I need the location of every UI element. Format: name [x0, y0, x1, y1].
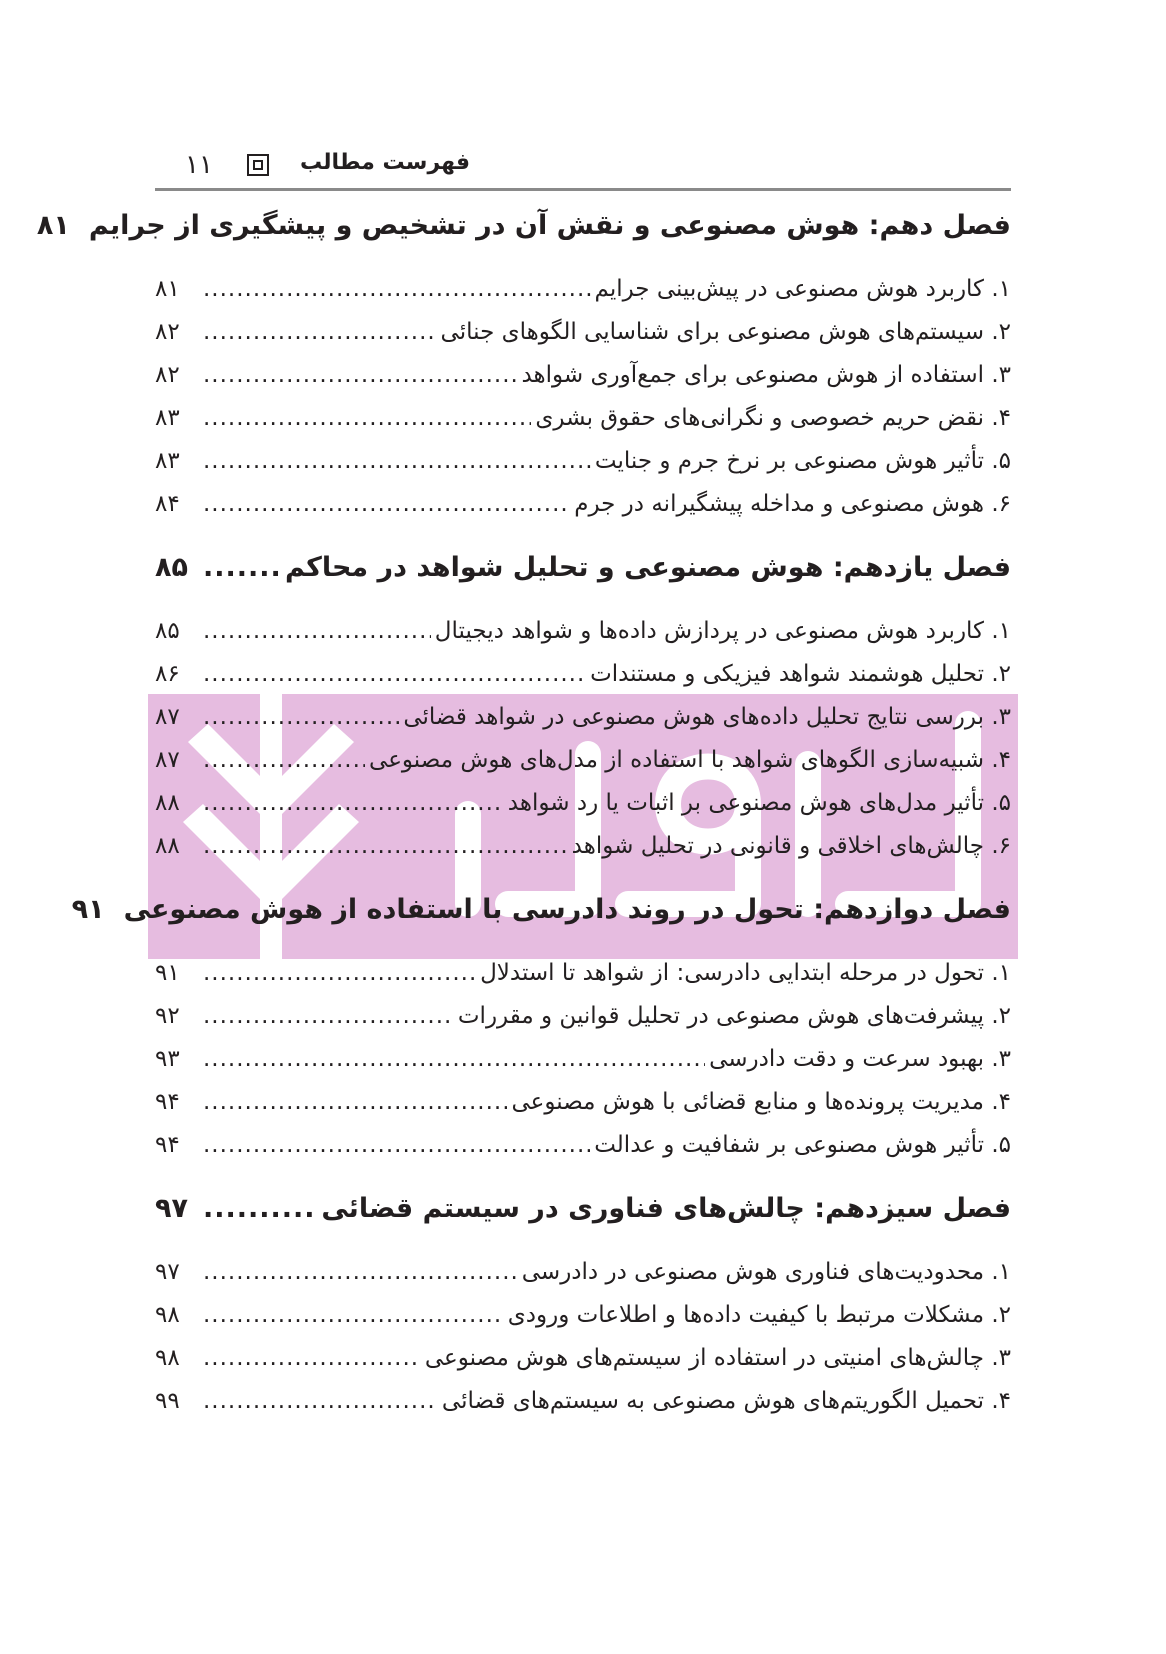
- entry-page: ۹۸: [155, 1345, 180, 1371]
- toc-entry[interactable]: [155, 362, 1011, 405]
- entry-page: ۹۴: [155, 1132, 180, 1158]
- toc-entry[interactable]: [155, 747, 1011, 790]
- dot-leader: [203, 1132, 590, 1158]
- entry-label: ۳. استفاده از هوش مصنوعی برای جمع‌آوری شواهد: [521, 362, 1011, 388]
- entry-label: ۲. سیستم‌های هوش مصنوعی برای شناسایی الگوهای جنائی: [440, 319, 1011, 345]
- dot-leader: [203, 1046, 705, 1072]
- entry-page: ۸۷: [155, 747, 180, 773]
- chapter-page: ۸۱: [36, 210, 70, 241]
- chapter-section: [71, 894, 1011, 1175]
- entry-label: ۵. تأثیر هوش مصنوعی بر شفافیت و عدالت: [594, 1132, 1011, 1158]
- entry-label: ۱. کاربرد هوش مصنوعی در پیش‌بینی جرایم: [594, 276, 1011, 302]
- dot-leader: [203, 1302, 504, 1328]
- toc-entry[interactable]: [155, 276, 1011, 319]
- page-header: [155, 148, 1011, 191]
- dot-leader: [203, 448, 591, 474]
- entry-page: ۸۳: [155, 405, 180, 431]
- toc-entry[interactable]: [155, 448, 1011, 491]
- chapter-heading[interactable]: [155, 1193, 1011, 1241]
- entry-label: ۱. تحول در مرحله ابتدایی دادرسی: از شواهد تا استدلال: [480, 960, 1011, 986]
- dot-leader: [203, 405, 531, 431]
- entry-page: ۸۵: [155, 618, 180, 644]
- toc-entry[interactable]: [155, 491, 1011, 534]
- entry-label: ۳. چالش‌های امنیتی در استفاده از سیستم‌های هوش مصنوعی: [424, 1345, 1011, 1371]
- dot-leader: [203, 1003, 454, 1029]
- toc-entry[interactable]: [155, 704, 1011, 747]
- dot-leader: [203, 319, 437, 345]
- dot-leader: [203, 1259, 518, 1285]
- chapter-page: ۸۵: [155, 552, 188, 583]
- dot-leader: [203, 1388, 438, 1414]
- dot-leader: [203, 1089, 507, 1115]
- toc-entry[interactable]: [155, 833, 1011, 876]
- entry-label: ۵. تأثیر هوش مصنوعی بر نرخ جرم و جنایت: [594, 448, 1011, 474]
- entry-page: ۸۳: [155, 448, 180, 474]
- toc-entry[interactable]: [155, 960, 1011, 1003]
- entry-label: ۶. هوش مصنوعی و مداخله پیشگیرانه در جرم: [574, 491, 1011, 517]
- entry-label: ۴. مدیریت پرونده‌ها و منابع قضائی با هوش مصنوعی: [511, 1089, 1011, 1115]
- chapter-title: فصل سیزدهم: چالش‌های فناوری در سیستم قضائی: [321, 1193, 1011, 1224]
- entry-label: ۶. چالش‌های اخلاقی و قانونی در تحلیل شواهد: [571, 833, 1011, 859]
- toc-entry[interactable]: [155, 319, 1011, 362]
- toc-entry[interactable]: [155, 1259, 1011, 1302]
- dot-leader: [203, 833, 568, 859]
- table-of-contents: [36, 210, 1011, 1449]
- entry-label: ۴. شبیه‌سازی الگوهای شواهد با استفاده از مدل‌های هوش مصنوعی: [369, 747, 1011, 773]
- entry-label: ۵. تأثیر مدل‌های هوش مصنوعی بر اثبات یا رد شواهد: [507, 790, 1011, 816]
- entry-page: ۸۸: [155, 790, 180, 816]
- chapter-heading[interactable]: [155, 552, 1011, 600]
- entry-label: ۳. بهبود سرعت و دقت دادرسی: [709, 1046, 1011, 1072]
- header-title: فهرست مطالب: [300, 150, 471, 175]
- entry-page: ۸۷: [155, 704, 180, 730]
- entry-label: ۴. نقض حریم خصوصی و نگرانی‌های حقوق بشری: [535, 405, 1011, 431]
- entry-label: ۱. کاربرد هوش مصنوعی در پردازش داده‌ها و شواهد دیجیتال: [434, 618, 1011, 644]
- toc-entry[interactable]: [155, 405, 1011, 448]
- entry-page: ۹۴: [155, 1089, 180, 1115]
- toc-entry[interactable]: [155, 618, 1011, 661]
- chapter-page: ۹۷: [155, 1193, 188, 1224]
- entry-page: ۹۹: [155, 1388, 180, 1414]
- dot-leader: [203, 362, 517, 388]
- dot-leader: [203, 276, 591, 302]
- chapter-section: [36, 210, 1011, 534]
- entry-page: ۹۳: [155, 1046, 180, 1072]
- toc-entry[interactable]: [155, 1089, 1011, 1132]
- chapter-heading[interactable]: [71, 894, 1011, 942]
- entry-page: ۸۲: [155, 319, 180, 345]
- dot-leader: [203, 661, 586, 687]
- chapter-page: ۹۱: [71, 894, 105, 925]
- toc-entry[interactable]: [155, 1345, 1011, 1388]
- dot-leader: [203, 618, 431, 644]
- dot-leader: [203, 960, 476, 986]
- entry-page: ۸۴: [155, 491, 180, 517]
- entry-label: ۲. پیشرفت‌های هوش مصنوعی در تحلیل قوانین و مقررات: [457, 1003, 1011, 1029]
- entry-label: ۱. محدودیت‌های فناوری هوش مصنوعی در دادرسی: [521, 1259, 1011, 1285]
- chapter-section: [155, 1193, 1011, 1431]
- dot-leader: [203, 790, 504, 816]
- entry-page: ۹۲: [155, 1003, 180, 1029]
- dot-leader: [203, 1193, 317, 1224]
- chapter-heading[interactable]: [36, 210, 1011, 258]
- toc-entry[interactable]: [155, 1388, 1011, 1431]
- entry-page: ۸۶: [155, 661, 180, 687]
- dot-leader: [203, 491, 570, 517]
- entry-label: ۳. بررسی نتایج تحلیل داده‌های هوش مصنوعی در شواهد قضائی: [403, 704, 1011, 730]
- entry-label: ۴. تحمیل الگوریتم‌های هوش مصنوعی به سیستم‌های قضائی: [441, 1388, 1011, 1414]
- entry-page: ۸۲: [155, 362, 180, 388]
- dot-leader: [203, 704, 399, 730]
- toc-entry[interactable]: [155, 1003, 1011, 1046]
- chapter-title: فصل یازدهم: هوش مصنوعی و تحلیل شواهد در محاکم: [284, 552, 1011, 583]
- toc-entry[interactable]: [155, 1046, 1011, 1089]
- entry-page: ۸۸: [155, 833, 180, 859]
- square-ornament-icon: [247, 154, 269, 176]
- entry-page: ۸۱: [155, 276, 180, 302]
- chapter-section: [155, 552, 1011, 876]
- toc-entry[interactable]: [155, 661, 1011, 704]
- entry-label: ۲. تحلیل هوشمند شواهد فیزیکی و مستندات: [590, 661, 1011, 687]
- dot-leader: [203, 552, 281, 583]
- header-page-number: ۱۱: [185, 150, 213, 180]
- toc-entry[interactable]: [155, 790, 1011, 833]
- chapter-title: فصل دوازدهم: تحول در روند دادرسی با استفاده از هوش مصنوعی: [123, 894, 1011, 925]
- entry-page: ۹۸: [155, 1302, 180, 1328]
- dot-leader: [203, 1345, 421, 1371]
- dot-leader: [203, 747, 365, 773]
- toc-entry[interactable]: [155, 1132, 1011, 1175]
- chapter-title: فصل دهم: هوش مصنوعی و نقش آن در تشخیص و پیشگیری از جرایم: [88, 210, 1011, 241]
- entry-page: ۹۷: [155, 1259, 180, 1285]
- entry-page: ۹۱: [155, 960, 180, 986]
- toc-entry[interactable]: [155, 1302, 1011, 1345]
- entry-label: ۲. مشکلات مرتبط با کیفیت داده‌ها و اطلاعات ورودی: [507, 1302, 1011, 1328]
